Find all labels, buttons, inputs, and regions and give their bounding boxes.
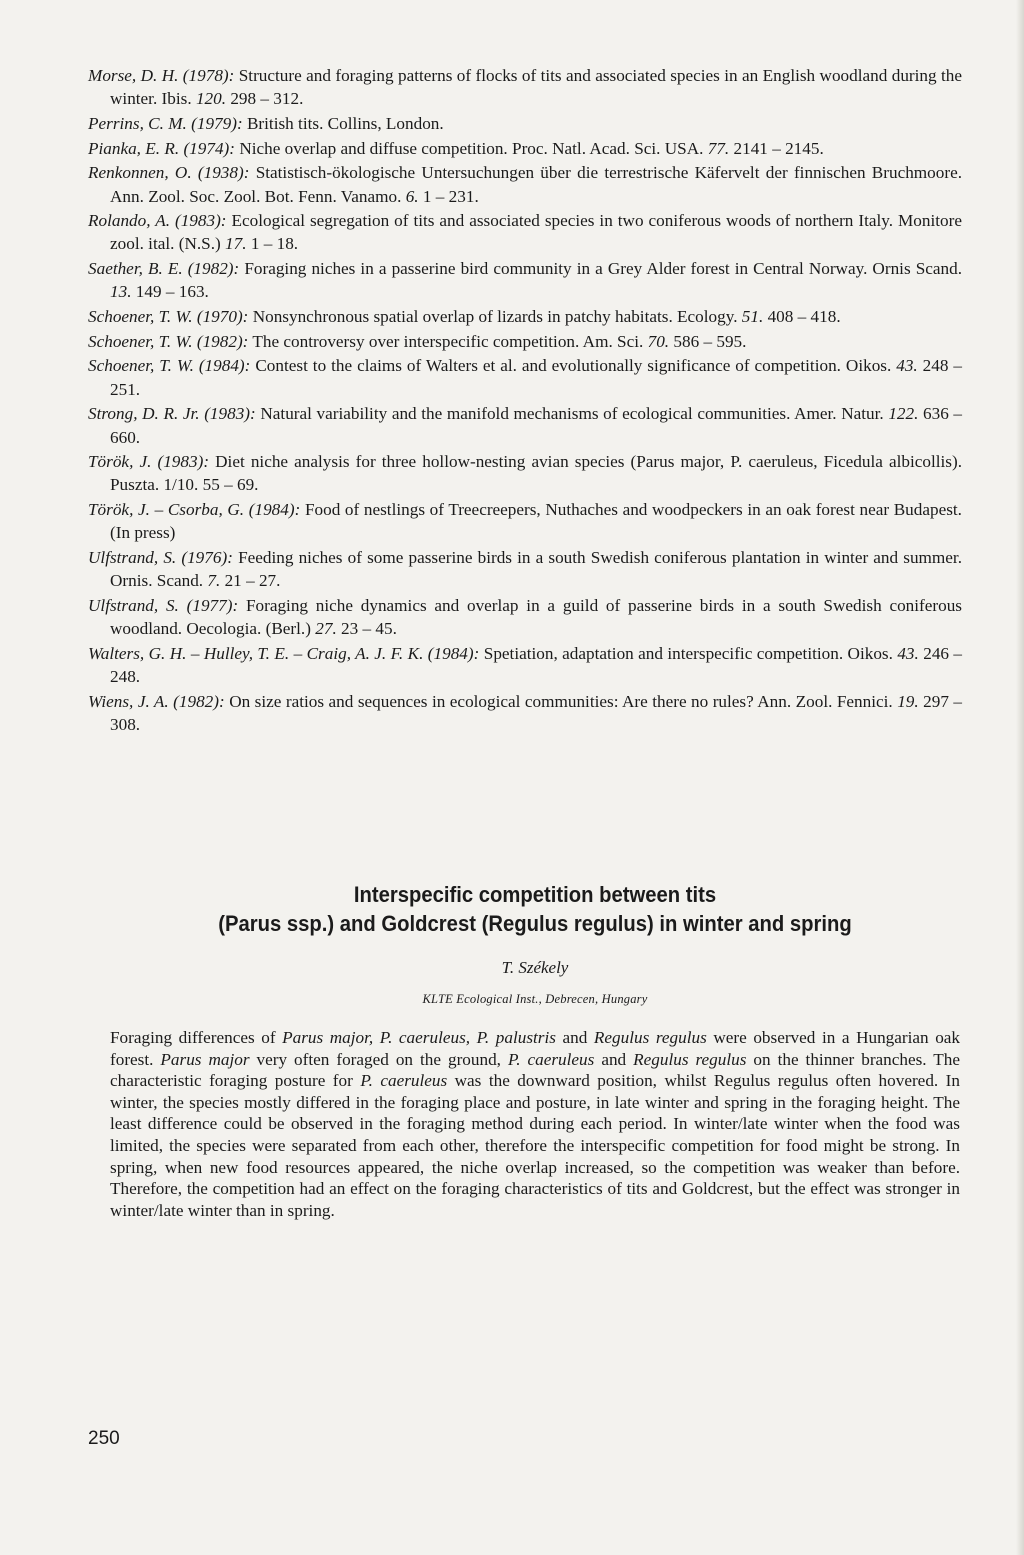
reference-item: Ulfstrand, S. (1976): Feeding niches of some passerine birds in a south Swedish coniferous plantation in winter and summer. Ornis. Scand. 7. 21 – 27. [88,548,962,591]
reference-item: Rolando, A. (1983): Ecological segregation of tits and associated species in two coniferous woods of northern Italy. Monitore zool. ital. (N.S.) 17. 1 – 18. [88,211,962,254]
reference-item: Török, J. – Csorba, G. (1984): Food of nestlings of Treecreepers, Nuthaches and woodpeckers in an oak forest near Budapest. (In press) [88,500,962,543]
article-title-line: Interspecific competition between tits [353,882,717,907]
reference-item: Morse, D. H. (1978): Structure and foraging patterns of flocks of tits and associated species in an English woodland during the winter. Ibis. 120. 298 – 312. [88,66,962,109]
article-author: T. Székely [501,958,569,977]
reference-item: Török, J. (1983): Diet niche analysis for three hollow-nesting avian species (Parus major, P. caeruleus, Ficedula albicollis). Puszta. 1/10. 55 – 69. [88,452,962,495]
article-affiliation: KLTE Ecological Inst., Debrecen, Hungary [422,992,648,1006]
page-edge-shadow [1016,0,1024,1555]
reference-item: Schoener, T. W. (1984): Contest to the claims of Walters et al. and evolutionally significance of competition. Oikos. 43. 248 – 251. [88,356,962,399]
reference-item: Walters, G. H. – Hulley, T. E. – Craig, A. J. F. K. (1984): Spetiation, adaptation and interspecific competition. Oikos. 43. 246 – 248. [88,643,963,687]
page-number: 250 [88,1428,120,1449]
article-abstract-section [110,880,960,1239]
reference-item: Strong, D. R. Jr. (1983): Natural variability and the manifold mechanisms of ecological communities. Amer. Natur. 122. 636 – 660. [88,404,963,447]
reference-list [88,64,962,738]
reference-item: Wiens, J. A. (1982): On size ratios and sequences in ecological communities: Are there no rules? Ann. Zool. Fennici. 19. 297 – 308. [88,691,963,734]
reference-item: Schoener, T. W. (1982): The controversy over interspecific competition. Am. Sci. 70. 586 – 595. [88,331,747,351]
reference-item: Ulfstrand, S. (1977): Foraging niche dynamics and overlap in a guild of passerine birds in a south Swedish coniferous woodland. Oecologia. (Berl.) 27. 23 – 45. [88,595,962,639]
article-title [117,880,954,938]
reference-item: Renkonnen, O. (1938): Statistisch-ökologische Untersuchungen über die terrestrische Käfervelt der finnischen Bruchmoore. Ann. Zool. Soc. Zool. Bot. Fenn. Vanamo. 6. 1 – 231. [88,163,963,206]
reference-item: Schoener, T. W. (1970): Nonsynchronous spatial overlap of lizards in patchy habitats. Ecology. 51. 408 – 418. [88,307,841,327]
reference-item: Perrins, C. M. (1979): British tits. Collins, London. [88,113,444,133]
reference-item: Saether, B. E. (1982): Foraging niches in a passerine bird community in a Grey Alder forest in Central Norway. Ornis Scand. 13. 149 – 163. [88,259,962,302]
article-title-line: (Parus ssp.) and Goldcrest (Regulus regulus) in winter and spring [218,911,852,936]
reference-item: Pianka, E. R. (1974): Niche overlap and diffuse competition. Proc. Natl. Acad. Sci. USA. 77. 2141 – 2145. [88,138,824,158]
abstract-text: Foraging differences of Parus major, P. caeruleus, P. palustris and Regulus regulus were observed in a Hungarian oak forest. Parus major very often foraged on the ground, P. caeruleus and Regulus regulus on the thinner branches. The characteristic foraging posture for P. caeruleus was the downward position, whilst Regulus regulus often hovered. In winter, the species mostly differed in the foraging place and posture, in late winter and spring in the foraging height. The least difference could be observed in the foraging method during each period. In winter/late winter when the food was limited, the species were separated from each other, therefore the interspecific competition for food might be strong. In spring, when new food resources appeared, the niche overlap increased, so the competition was weaker than before. Therefore, the competition had an effect on the foraging characteristics of tits and Goldcrest, but the effect was stronger in winter/late winter than in spring. [110,1028,961,1220]
